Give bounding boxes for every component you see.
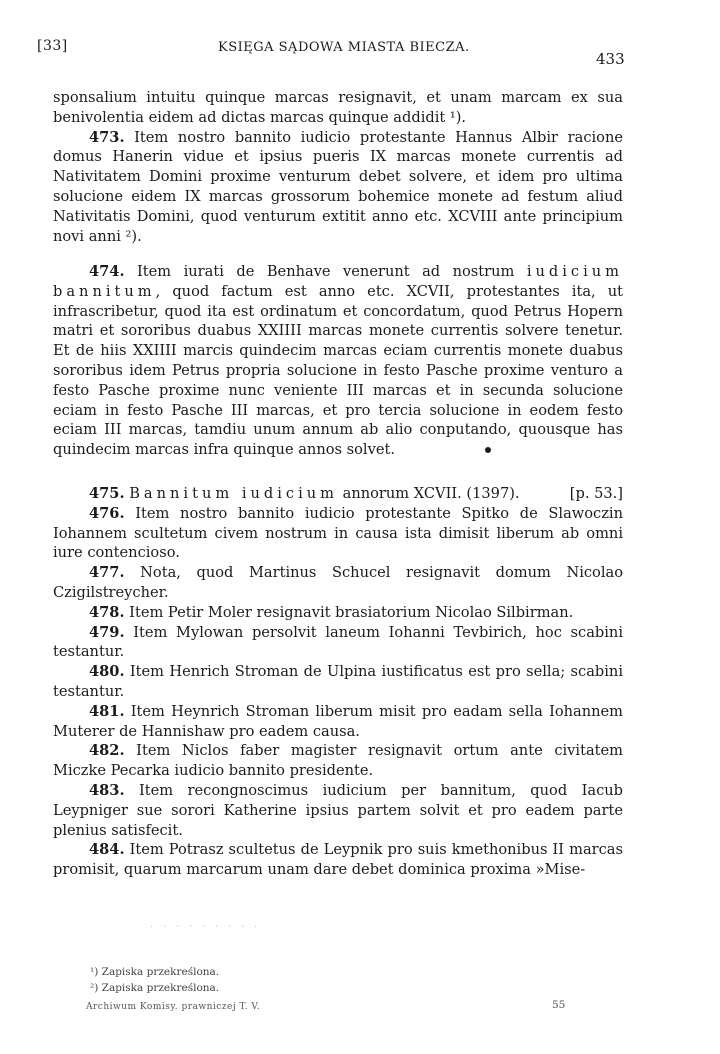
sheet-signature: 55 xyxy=(552,999,566,1011)
entry-481 xyxy=(53,702,623,742)
entry-text: Nota, quod Martinus Schucel resignavit domum Nicolao Czigilstreycher. xyxy=(53,564,623,601)
entry-text: annorum XCVII. (1397). xyxy=(337,485,520,502)
bullet-mark xyxy=(485,447,491,453)
entry-number: 483. xyxy=(89,781,125,799)
running-title: KSIĘGA SĄDOWA MIASTA BIECZA. xyxy=(218,40,470,55)
entry-484 xyxy=(53,840,623,880)
entry-number: 480. xyxy=(89,663,125,681)
entry-477 xyxy=(53,563,623,603)
entry-text: Item Petir Moler resignavit brasiatorium Nicolao Silbirman. xyxy=(124,603,574,621)
spaced-emphasis: iudicium bannitum xyxy=(53,263,623,300)
entry-text: Item Henrich Stroman de Ulpina iustificatus est pro sella; scabini testantur. xyxy=(53,663,623,700)
entry-number: 476. xyxy=(89,504,125,522)
entry-number: 482. xyxy=(89,742,125,760)
text-block-2 xyxy=(53,262,623,460)
entry-480 xyxy=(53,662,623,702)
entry-number: 484. xyxy=(89,841,125,859)
entry-list xyxy=(53,504,623,880)
entry-text: Item iurati de Benhave venerunt ad nostrum xyxy=(124,263,527,280)
entry-478 xyxy=(53,603,623,623)
entry-474 xyxy=(53,262,623,460)
entry-text: Item nostro bannito iudicio protestante Spitko de Slawoczin Iohannem scultetum civem nostrum in causa ista dimisit liberum ab omni iure contencioso. xyxy=(53,504,623,562)
entry-text: Item Mylowan persolvit laneum Iohanni Tevbirich, hoc scabini testantur. xyxy=(53,623,623,661)
entry-number: 474. xyxy=(89,263,125,280)
entry-number: 475. xyxy=(89,485,125,502)
page-number: 433 xyxy=(596,50,625,68)
entry-text: , quod factum est anno etc. XCVII, protestantes ita, ut infrascribetur, quod ita est ordinatum et concordatum, quod Petrus Hopern matri et sororibus duabus XXIIII marcas monete currentis solvere tenetur. Et de hiis XXIIII marcis quindecim marcas eciam currentis monete duabus sororibus idem Petrus propria solucione in festo Pasche proxime venturo a festo Pasche proxime nunc veniente III marcas et in secunda solucione eciam in festo Pasche III marcas, et pro tercia solucione in eodem festo eciam III marcas, tamdiu unum annum ab alio conputando, quousque has quindecim marcas infra quinque annos solvet. xyxy=(53,282,623,459)
faint-bleed-through: · · · · · · · · · xyxy=(150,920,261,933)
entry-482 xyxy=(53,741,623,781)
entry-476 xyxy=(53,504,623,563)
spaced-heading: Bannitum iudicium xyxy=(129,485,338,502)
footnote-2: ²) Zapiska przekreślona. xyxy=(90,982,220,994)
footnote-1: ¹) Zapiska przekreślona. xyxy=(90,966,220,978)
entry-text: Item Niclos faber magister resignavit ortum ante civitatem Miczke Pecarka iudicio bannito presidente. xyxy=(53,742,623,780)
entry-text: Item recongnoscimus iudicium per bannitum, quod Iacub Leypniger sue sorori Katherine ipsius partem solvit et pro eadem parte plenius satisfecit. xyxy=(53,781,623,839)
entry-text: Item Heynrich Stroman liberum misit pro eadam sella Iohannem Muterer de Hannishaw pro eadem causa. xyxy=(53,702,623,740)
entry-475 xyxy=(53,484,623,504)
entry-text: Item Potrasz scultetus de Leypnik pro suis kmethonibus II marcas promisit, quarum marcarum unam dare debet dominica proxima »Mise- xyxy=(53,841,623,879)
entry-number: 478. xyxy=(89,603,125,621)
entry-text: Item nostro bannito iudicio protestante Hannus Albir racione domus Hanerin vidue et ipsius pueris IX marcas monete currentis ad Nativitatem Domini proxime venturum debet solvere, et idem pro ultima solucione eidem IX marcas grossorum bohemice monete ad festum aliud Nativitatis Domini, quod venturum extitit anno etc. XCVIII ante principium novi anni ²). xyxy=(53,128,623,245)
bracket-page-number: [33] xyxy=(37,38,68,54)
entry-number: 479. xyxy=(89,623,125,641)
manuscript-page-ref: [p. 53.] xyxy=(569,485,623,502)
text-block-1 xyxy=(53,88,623,246)
entry-number: 481. xyxy=(89,702,125,720)
archive-imprint: Archiwum Komisy. prawniczej T. V. xyxy=(86,1002,261,1012)
entry-479 xyxy=(53,623,623,663)
text-block-3 xyxy=(53,484,623,880)
entry-473 xyxy=(53,128,623,247)
continuation-paragraph: sponsalium intuitu quinque marcas resignavit, et unam marcam ex sua benivolentia eidem ad dictas marcas quinque addidit ¹). xyxy=(53,89,623,126)
entry-483 xyxy=(53,781,623,840)
entry-number: 473. xyxy=(89,128,125,146)
entry-number: 477. xyxy=(89,564,125,582)
